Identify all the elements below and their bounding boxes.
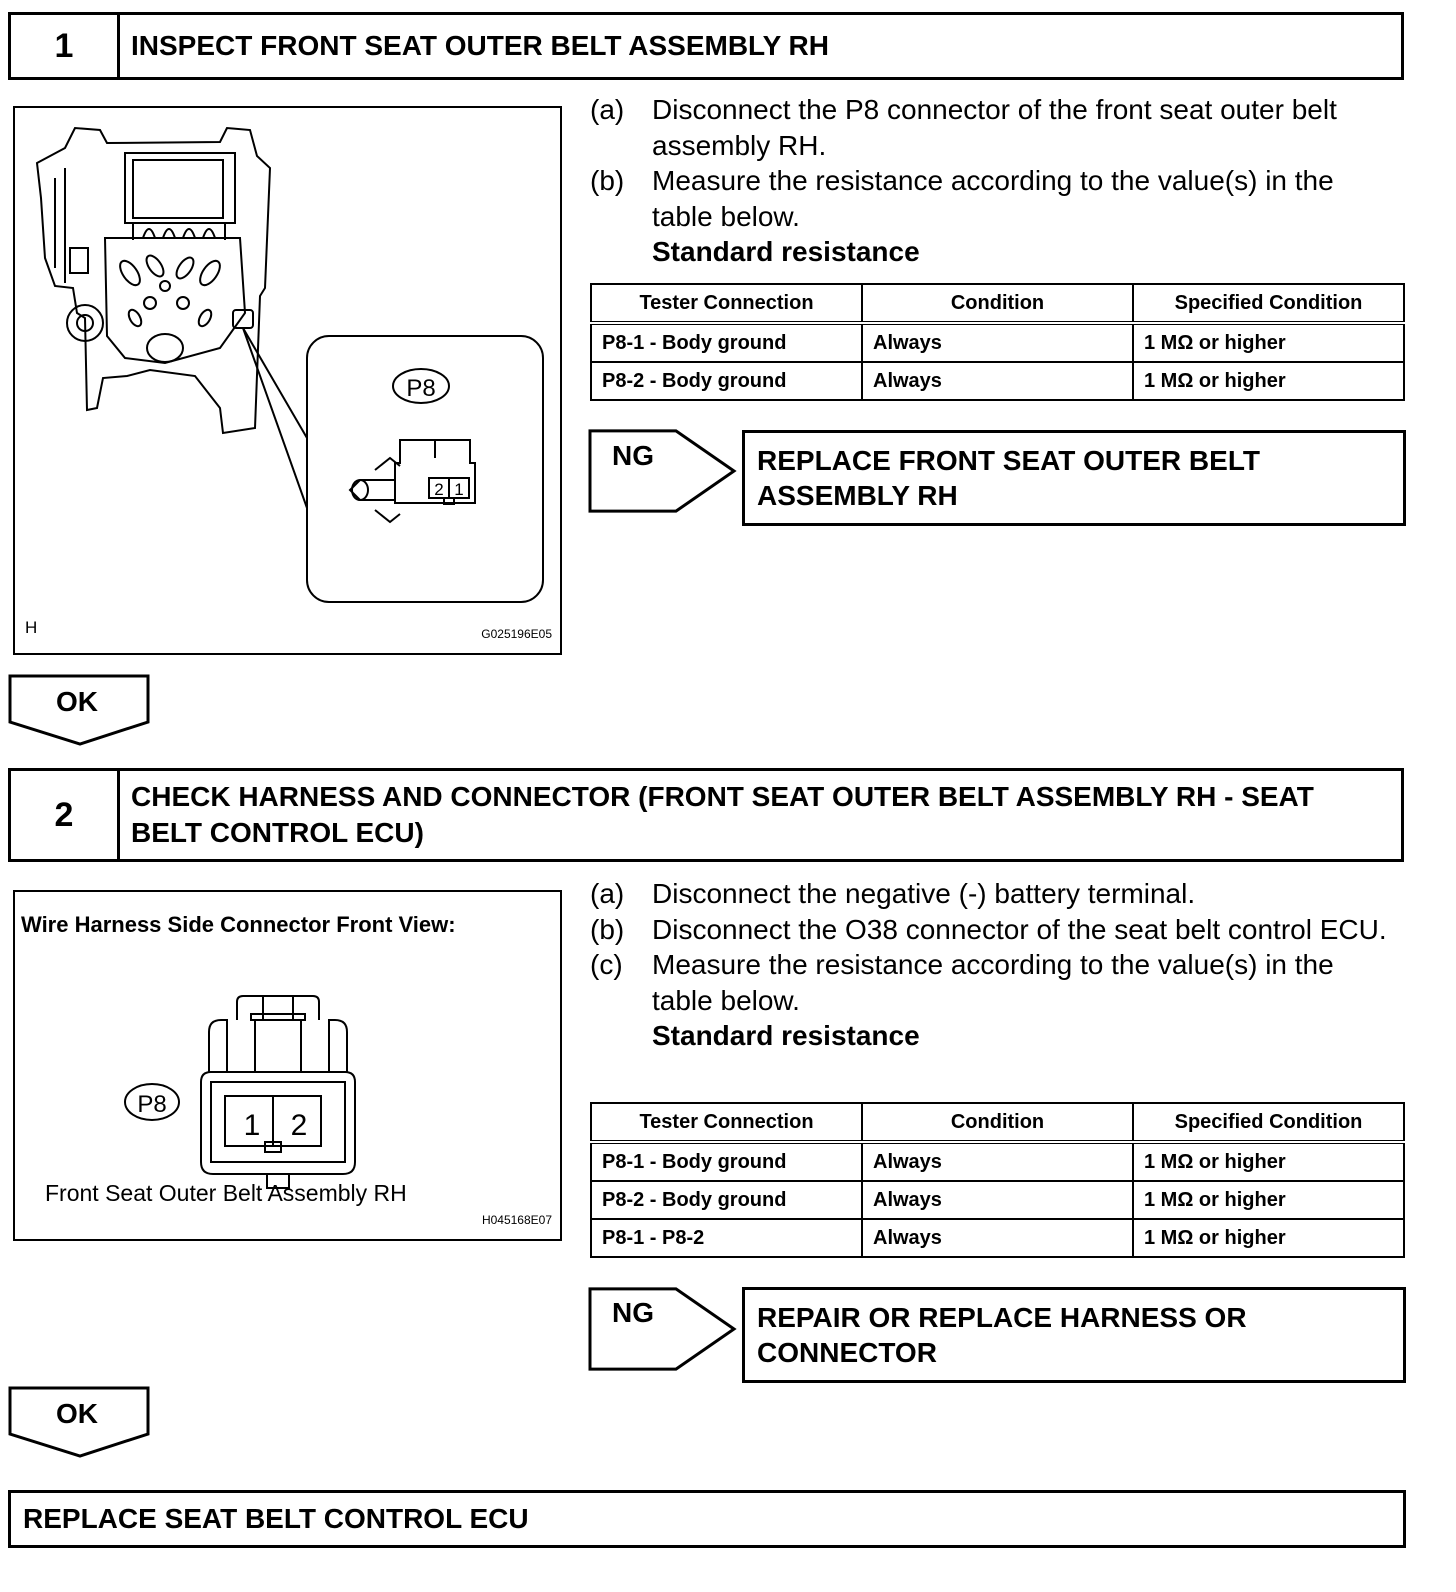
instruction-label: (b): [590, 165, 625, 196]
table-cell: 1 MΩ or higher: [1133, 1142, 1404, 1181]
instruction-item: [590, 912, 1400, 948]
table-cell: P8-1 - P8-2: [591, 1219, 862, 1257]
instruction-label: (a): [590, 878, 625, 909]
table-cell: 1 MΩ or higher: [1133, 1219, 1404, 1257]
table-cell: P8-2 - Body ground: [591, 362, 862, 400]
ng-result-box: REPAIR OR REPLACE HARNESS OR CONNECTOR: [742, 1287, 1406, 1383]
table-cell: Always: [862, 323, 1133, 362]
figure-code: G025196E05: [481, 627, 552, 641]
pin-label: 1: [454, 480, 464, 499]
instruction-item: [590, 163, 1400, 234]
standard-resistance-heading: Standard resistance: [652, 1020, 920, 1051]
seat-belt-assembly-illustration: [15, 108, 560, 653]
table-cell: 1 MΩ or higher: [1133, 362, 1404, 400]
step-2-instructions: [590, 876, 1400, 1054]
step-number: 2: [11, 771, 120, 859]
ng-label: NG: [612, 440, 654, 471]
table-cell: Always: [862, 1219, 1133, 1257]
column-header: Condition: [862, 284, 1133, 323]
step-title: INSPECT FRONT SEAT OUTER BELT ASSEMBLY RH: [131, 30, 829, 61]
figure-corner-letter: H: [25, 618, 38, 637]
connector-label: P8: [137, 1091, 167, 1118]
instruction-text: Disconnect the P8 connector of the front seat outer belt assembly RH.: [652, 94, 1337, 161]
table-row: [591, 1219, 1404, 1257]
instruction-item: [590, 876, 1400, 912]
column-header: Specified Condition: [1133, 284, 1404, 323]
instruction-text: Disconnect the negative (-) battery terminal.: [652, 878, 1196, 909]
step-1-instructions: [590, 92, 1400, 270]
step-1-header: [8, 12, 1404, 80]
column-header: Condition: [862, 1103, 1133, 1142]
instruction-label: (b): [590, 913, 625, 945]
ng-result-box: REPLACE FRONT SEAT OUTER BELT ASSEMBLY RH: [742, 430, 1406, 526]
step-1-figure: [13, 106, 562, 655]
step-2-header: [8, 768, 1404, 862]
column-header: Tester Connection: [591, 1103, 862, 1142]
table-cell: Always: [862, 1142, 1133, 1181]
table-row: [591, 1181, 1404, 1219]
instruction-text: Disconnect the O38 connector of the seat belt control ECU.: [652, 913, 1387, 945]
table-cell: 1 MΩ or higher: [1133, 323, 1404, 362]
table-cell: P8-2 - Body ground: [591, 1181, 862, 1219]
step-2-figure: [13, 890, 562, 1241]
table-row: [591, 1142, 1404, 1181]
instruction-item: [590, 947, 1400, 1018]
ng-arrow-icon: [588, 428, 738, 514]
column-header: Tester Connection: [591, 284, 862, 323]
instruction-label: (c): [590, 949, 623, 980]
ng-arrow-icon: [588, 1286, 738, 1372]
table-cell: P8-1 - Body ground: [591, 323, 862, 362]
figure-code: H045168E07: [481, 1213, 552, 1227]
instruction-label: (a): [590, 94, 625, 125]
pin-label: 1: [243, 1109, 261, 1142]
figure-caption: Front Seat Outer Belt Assembly RH: [45, 1180, 407, 1206]
step-number: 1: [11, 15, 120, 77]
standard-resistance-heading: Standard resistance: [652, 236, 920, 267]
table-row: [591, 323, 1404, 362]
ok-label: OK: [56, 686, 98, 717]
table-header-row: [591, 284, 1404, 323]
column-header: Specified Condition: [1133, 1103, 1404, 1142]
instruction-text: Measure the resistance according to the value(s) in the table below.: [652, 949, 1334, 1016]
final-action-box: REPLACE SEAT BELT CONTROL ECU: [8, 1490, 1406, 1548]
pin-label: 2: [434, 480, 444, 499]
table-header-row: [591, 1103, 1404, 1142]
instruction-item: [590, 92, 1400, 163]
step-title: CHECK HARNESS AND CONNECTOR (FRONT SEAT OUTER BELT ASSEMBLY RH - SEAT BELT CONTROL ECU): [131, 781, 1314, 848]
ng-label: NG: [612, 1297, 654, 1328]
table-row: [591, 362, 1404, 400]
step-1-resistance-table: [590, 283, 1405, 401]
instruction-text: Measure the resistance according to the value(s) in the table below.: [652, 165, 1334, 232]
table-cell: 1 MΩ or higher: [1133, 1181, 1404, 1219]
table-cell: P8-1 - Body ground: [591, 1142, 862, 1181]
step-2-resistance-table: [590, 1102, 1405, 1258]
pin-label: 2: [290, 1109, 308, 1142]
table-cell: Always: [862, 1181, 1133, 1219]
ok-label: OK: [56, 1398, 98, 1429]
connector-label: P8: [406, 375, 436, 402]
table-cell: Always: [862, 362, 1133, 400]
figure-heading: Wire Harness Side Connector Front View:: [21, 912, 456, 937]
